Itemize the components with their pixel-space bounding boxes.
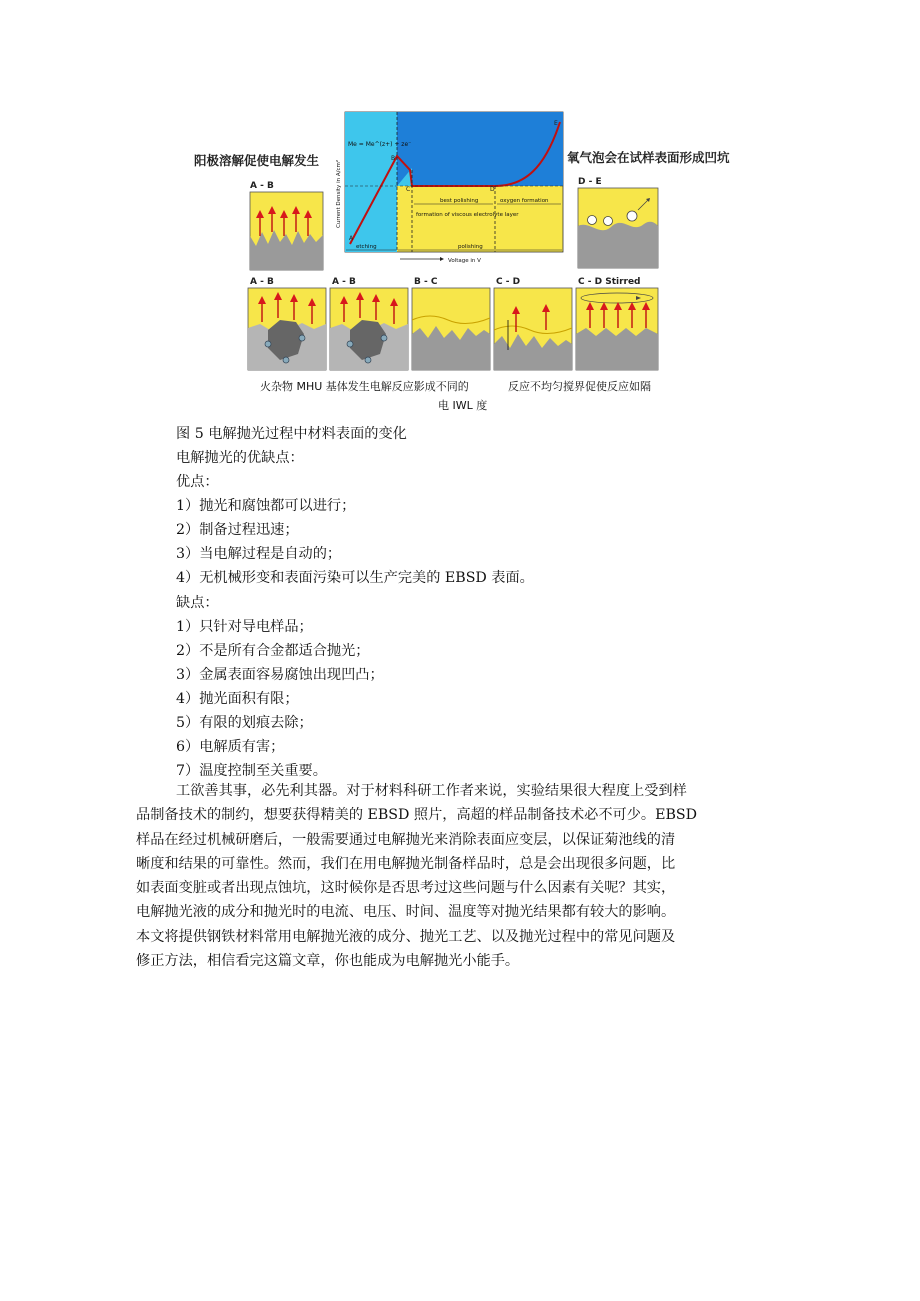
cons-item-4: 4）抛光面积有限； [176,691,299,707]
panel-bottom-3 [412,277,490,370]
body-paragraph [136,779,796,973]
cons-label: 缺点： [176,595,219,611]
cons-item-1: 1）只针对导电样品； [176,619,313,635]
y-axis-label: Current Density in A/cm² [336,159,342,228]
paragraph-line-8: 修正方法，相信看完这篇文章，你也能成为电解抛光小能手。 [136,953,520,970]
figure-caption-left-1: 火杂物 MHU 基体发生电解反应影成不同的 [260,380,469,393]
panel-bottom-1 [248,277,326,370]
point-e: E [554,120,558,127]
figure-electropolishing [194,108,730,413]
pros-item-1: 1）抛光和腐蚀都可以进行； [176,498,356,514]
panel-top-right [578,177,658,268]
point-b: B [391,155,396,162]
panel-top-right-label: D - E [578,177,602,187]
panel-bottom-4 [494,277,572,370]
figure-caption-left-2: 电 IWL 度 [438,399,488,412]
cons-item-3: 3）金属表面容易腐蚀出现凹凸； [176,667,384,683]
viscous-layer-label: formation of viscous electrolyte layer [416,212,519,218]
paragraph-line-6: 电解抛光液的成分和抛光时的电流、电压、时间、温度等对抛光结果都有较大的影响。 [136,904,676,921]
cons-item-2: 2）不是所有合金都适合抛光； [176,643,370,659]
cons-item-6: 6）电解质有害； [176,739,285,755]
panel-bottom-2-label: A - B [332,277,356,287]
x-axis-label: Voltage in V [448,258,481,264]
paragraph-line-7: 本文将提供钢铁材料常用电解抛光液的成分、抛光工艺、以及抛光过程中的常见问题及 [136,928,676,945]
polishing-label: polishing [458,244,483,250]
cons-item-5: 5）有限的划痕去除； [176,715,313,731]
panel-top-left [250,181,323,270]
figure-right-label: 氧气泡会在试样表面形成凹坑 [567,150,730,165]
section-heading: 电解抛光的优缺点： [176,450,304,466]
figure-caption: 图 5 电解抛光过程中材料表面的变化 [176,426,407,442]
pros-item-2: 2）制备过程迅速； [176,522,299,538]
etching-label: etching [356,244,377,250]
pros-label: 优点： [176,474,219,490]
equation-label: Me = Me^(z+) + ze⁻ [348,141,412,148]
panel-bottom-3-label: B - C [414,277,438,287]
panel-bottom-2 [330,277,408,370]
point-d: D [490,186,495,193]
cons-item-7: 7）温度控制至关重要。 [176,763,327,779]
pros-item-3: 3）当电解过程是自动的； [176,546,342,562]
paragraph-line-3: 样品在经过机械研磨后，一般需要通过电解抛光来消除表面应变层，以保证菊池线的清 [136,831,676,848]
panel-bottom-1-label: A - B [250,277,274,287]
paragraph-line-2: 品制备技术的制约，想要获得精美的 EBSD 照片，高超的样品制备技术必不可少。EBSD [136,807,697,824]
figure-left-label: 阳极溶解促使电解发生 [194,153,320,168]
panel-bottom-4-label: C - D [496,277,521,287]
current-voltage-chart [335,112,563,264]
best-polishing-label: best polishing [440,198,479,204]
point-a: A [349,235,354,242]
figure-caption-right: 反应不均匀搅界促使反应如隔 [508,380,651,393]
paragraph-line-5: 如表面变脏或者出现点蚀坑，这时候你是否思考过这些问题与什么因素有关呢？其实， [136,880,676,897]
pros-item-4: 4）无机械形变和表面污染可以生产完美的 EBSD 表面。 [176,570,534,586]
oxygen-formation-label: oxygen formation [500,198,549,204]
panel-bottom-5 [576,277,658,370]
point-c: C [406,186,411,193]
paragraph-line-4: 晰度和结果的可靠性。然而，我们在用电解抛光制备样品时，总是会出现很多问题，比 [136,855,676,872]
panel-top-left-label: A - B [250,181,274,191]
paragraph-line-1: 工欲善其事，必先利其器。对于材料科研工作者来说，实验结果很大程度上受到样 [176,783,687,799]
panel-bottom-5-label: C - D Stirred [578,277,641,287]
